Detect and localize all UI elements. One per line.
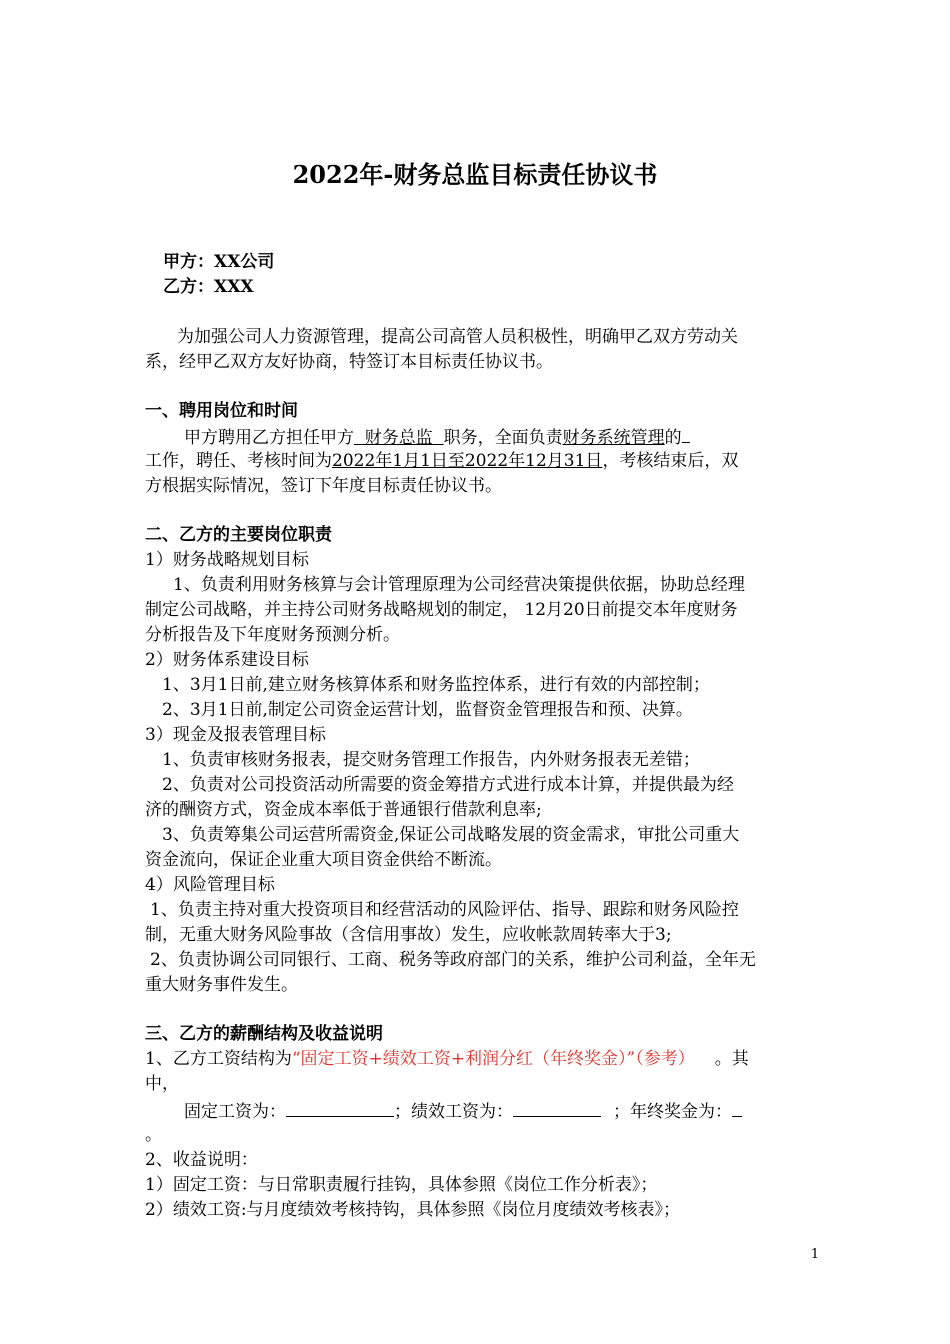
section3-line-6: 1）固定工资：与日常职责履行挂钩，具体参照《岗位工作分析表》； [145, 1175, 658, 1195]
period-field: 2022年1月1日至2022年12月31日 [332, 451, 603, 471]
section2-line: 1、负责审核财务报表，提交财务管理工作报告，内外财务报表无差错； [162, 750, 700, 770]
fixed-salary-label: 固定工资为： [184, 1102, 286, 1122]
section2-heading: 二、乙方的主要岗位职责 [145, 525, 332, 545]
section2-line: 1、负责主持对重大投资项目和经营活动的风险评估、指导、跟踪和财务风险控 [150, 900, 739, 920]
performance-salary-label: ；绩效工资为： [394, 1102, 513, 1122]
party-b: 乙方：XXX [163, 277, 254, 297]
section1-text: 甲方聘用乙方担任甲方 [184, 428, 354, 448]
section2-line: 1、负责利用财务核算与会计管理原理为公司经营决策提供依据，协助总经理 [173, 575, 745, 595]
performance-salary-blank [513, 1098, 601, 1117]
section3-line-3 [184, 1098, 854, 1124]
section2-line: 1）财务战略规划目标 [145, 550, 309, 570]
section3-text: 1、乙方工资结构为 [145, 1049, 292, 1069]
document-title: 2022年-财务总监目标责任协议书 [292, 160, 658, 189]
section3-line-4: 。 [145, 1125, 162, 1145]
section2-line: 2、负责协调公司同银行、工商、税务等政府部门的关系，维护公司利益，全年无 [150, 950, 756, 970]
salary-structure-highlight: “固定工资+绩效工资+利润分红（年终奖金）”（参考） [291, 1049, 695, 1069]
section3-line-5: 2、收益说明： [145, 1150, 258, 1170]
blank-field [682, 424, 690, 443]
party-a: 甲方：XX公司 [163, 252, 275, 272]
section2-line: 2、3月1日前,制定公司资金运营计划，监督资金管理报告和预、决算。 [162, 700, 693, 720]
intro-line-2: 系，经甲乙双方友好协商，特签订本目标责任协议书。 [145, 352, 553, 372]
intro-line-1: 为加强公司人力资源管理，提高公司高管人员积极性，明确甲乙双方劳动关 [177, 327, 738, 347]
section2-line: 济的酬资方式，资金成本率低于普通银行借款利息率; [145, 800, 542, 820]
section2-line: 资金流向，保证企业重大项目资金供给不断流。 [145, 850, 502, 870]
section1-text: ，考核结束后，双 [602, 451, 739, 471]
section1-text: 职务，全面负责 [443, 428, 563, 448]
section3-line-2: 中， [145, 1074, 179, 1094]
section3-heading: 三、乙方的薪酬结构及收益说明 [145, 1024, 383, 1044]
scope-field: 财务系统管理 [562, 428, 665, 448]
section2-line: 制，无重大财务风险事故（含信用事故）发生，应收帐款周转率大于3; [145, 925, 672, 945]
fixed-salary-blank [286, 1098, 394, 1117]
section2-line: 3）现金及报表管理目标 [145, 725, 326, 745]
bonus-blank [732, 1098, 742, 1117]
section3-text: 。其 [714, 1049, 749, 1069]
section2-line: 重大财务事件发生。 [145, 975, 298, 995]
section2-line: 2、负责对公司投资活动所需要的资金筹措方式进行成本计算，并提供最为经 [162, 775, 734, 795]
section2-line: 制定公司战略，并主持公司财务战略规划的制定， 12月20日前提交本年度财务 [145, 600, 738, 620]
section2-line: 4）风险管理目标 [145, 875, 275, 895]
section3-line-7: 2）绩效工资:与月度绩效考核持钩，具体参照《岗位月度绩效考核表》； [145, 1200, 681, 1220]
section2-line: 3、负责筹集公司运营所需资金,保证公司战略发展的资金需求，审批公司重大 [162, 825, 740, 845]
section1-line-1 [184, 424, 854, 450]
section3-line-1 [145, 1047, 815, 1071]
section2-line: 分析报告及下年度财务预测分析。 [145, 625, 400, 645]
section1-heading: 一、聘用岗位和时间 [145, 401, 298, 421]
page-number: 1 [810, 1247, 820, 1262]
section1-text: 工作，聘任、考核时间为 [145, 451, 332, 471]
section2-line: 1、3月1日前,建立财务核算体系和财务监控体系，进行有效的内部控制； [162, 675, 710, 695]
section1-text: 的 [664, 428, 682, 448]
position-field: 财务总监 [354, 428, 444, 448]
section1-line-3: 方根据实际情况，签订下年度目标责任协议书。 [145, 476, 502, 496]
section1-line-2 [145, 449, 815, 473]
section2-line: 2）财务体系建设目标 [145, 650, 309, 670]
bonus-label: ；年终奖金为： [613, 1102, 732, 1122]
